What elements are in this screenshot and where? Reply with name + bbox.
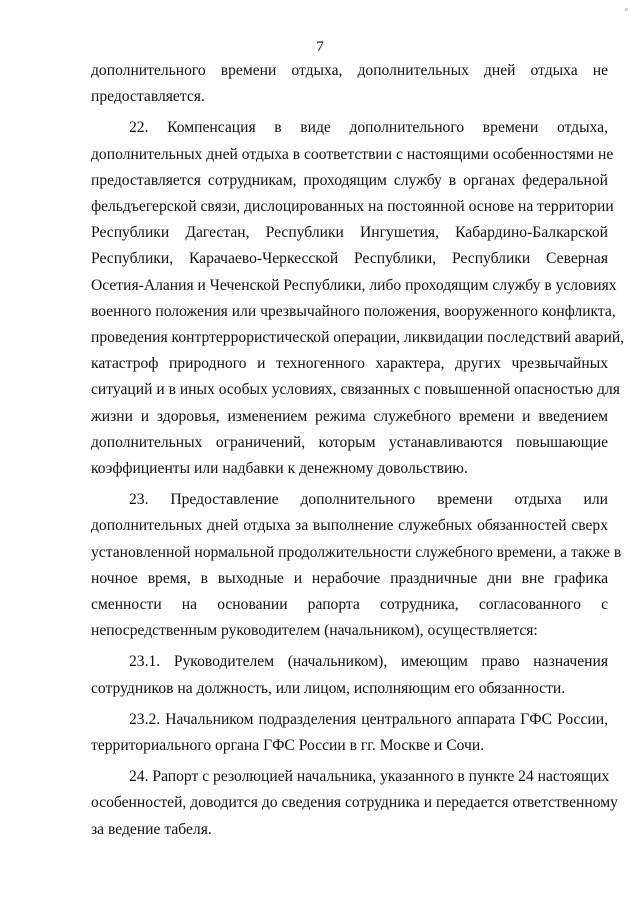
paragraph-p23_2 bbox=[91, 707, 608, 759]
text-line: Республики Дагестан, Республики Ингушетия, Кабардино-Балкарской bbox=[91, 224, 608, 242]
text-line: предоставляется сотрудникам, проходящим службу в органах федеральной bbox=[91, 171, 608, 189]
paragraph-p23 bbox=[91, 487, 622, 644]
text-line: дополнительных дней отдыха в соответствии с настоящими особенностями не bbox=[91, 145, 614, 163]
paragraph-p23_1 bbox=[91, 649, 608, 701]
scan-mark bbox=[625, 8, 628, 11]
text-line: сменности на основании рапорта сотрудника, согласованного с bbox=[91, 596, 608, 614]
text-line: предоставляется. bbox=[91, 88, 205, 106]
text-line: 23. Предоставление дополнительного времени отдыха или bbox=[129, 491, 608, 509]
text-line: 23.1. Руководителем (начальником), имеющим право назначения bbox=[129, 653, 608, 671]
text-line: установленной нормальной продолжительности служебного времени, а также в bbox=[91, 543, 622, 561]
text-line: фельдъегерской связи, дислоцированных на постоянной основе на территории bbox=[91, 198, 614, 216]
text-line: катастроф природного и техногенного характера, других чрезвычайных bbox=[91, 355, 608, 373]
text-line: Осетия-Алания и Чеченской Республики, либо проходящим службу в условиях bbox=[91, 276, 617, 294]
paragraph-continuation bbox=[91, 58, 608, 110]
text-line: Республики, Карачаево-Черкесской Республики, Республики Северная bbox=[91, 250, 608, 268]
text-line: жизни и здоровья, изменением режима служебного времени и введением bbox=[91, 407, 608, 425]
text-line: особенностей, доводится до сведения сотрудника и передается ответственному bbox=[91, 794, 618, 812]
text-line: 23.2. Начальником подразделения центрального аппарата ГФС России, bbox=[129, 710, 608, 728]
text-line: территориального органа ГФС России в гг. Москве и Сочи. bbox=[91, 737, 485, 755]
text-line: ситуаций и в иных особых условиях, связанных с повышенной опасностью для bbox=[91, 381, 620, 399]
text-line: коэффициенты или надбавки к денежному довольствию. bbox=[91, 460, 468, 478]
text-line: дополнительного времени отдыха, дополнительных дней отдыха не bbox=[91, 62, 608, 79]
text-line: ночное время, в выходные и нерабочие праздничные дни вне графика bbox=[91, 569, 608, 587]
text-line: 24. Рапорт с резолюцией начальника, указанного в пункте 24 настоящих bbox=[129, 768, 610, 786]
text-line: дополнительных ограничений, которым устанавливаются повышающие bbox=[91, 433, 608, 451]
document-body bbox=[91, 58, 625, 843]
text-line: 22. Компенсация в виде дополнительного времени отдыха, bbox=[129, 119, 608, 137]
text-line: за ведение табеля. bbox=[91, 820, 212, 838]
text-line: проведения контртеррористической операции, ликвидации последствий аварий, bbox=[91, 329, 625, 347]
text-line: сотрудников на должность, или лицом, исполняющим его обязанности. bbox=[91, 679, 566, 697]
text-line: военного положения или чрезвычайного положения, вооруженного конфликта, bbox=[91, 302, 616, 320]
paragraph-p24 bbox=[91, 764, 618, 843]
text-line: непосредственным руководителем (начальником), осуществляется: bbox=[91, 622, 538, 640]
paragraph-p22 bbox=[91, 115, 625, 482]
text-line: дополнительных дней отдыха за выполнение служебных обязанностей сверх bbox=[91, 517, 608, 535]
page-number: 7 bbox=[316, 39, 324, 55]
